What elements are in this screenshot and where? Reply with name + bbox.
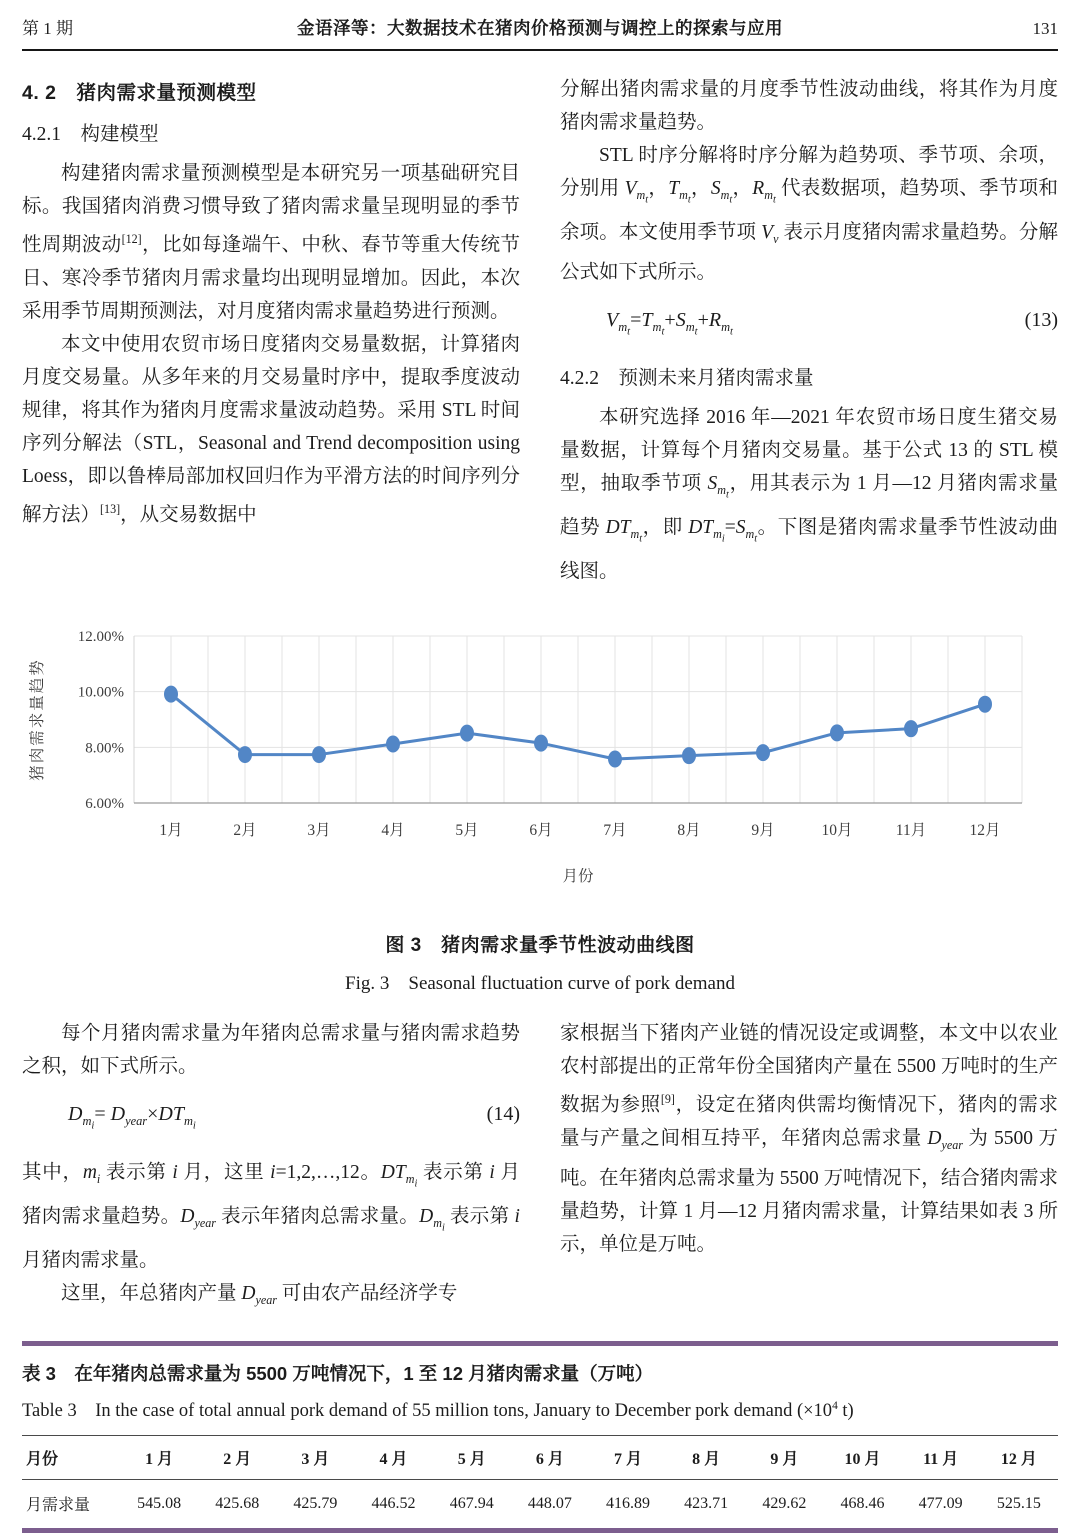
- data-point-marker: [830, 725, 844, 742]
- column-header-cell: 月份: [26, 1451, 59, 1469]
- paragraph: STL 时序分解将时序分解为趋势项、季节项、余项，分别用 $V_{m_t}$，$T_{m_t}$，$S_{m_t}$，$R_{m_t}$ 代表数据项，趋势项、季节项和余项。本文使用季节项 $V_v$ 表示月度猪肉需求量趋势。分解公式如下式所示。: [560, 145, 1058, 284]
- running-title: 金语泽等：大数据技术在猪肉价格预测与调控上的探索与应用: [297, 18, 783, 38]
- month-header-cell: 10 月: [844, 1451, 881, 1469]
- issue-label: 第 1 期: [22, 19, 73, 38]
- demand-value-cell: 425.79: [293, 1494, 338, 1512]
- data-point-marker: [534, 735, 548, 752]
- paragraph: 其中，$m_i$ 表示第 i 月，这里 i=1,2,…,12。$DT_{m_i}$ 表示第 i 月猪肉需求量趋势。$D_{year}$ 表示年猪肉总需求量。$D_{m_i}$ 表示第 i 月猪肉需求量。: [22, 1161, 520, 1272]
- row-label-cell: 月需求量: [26, 1497, 91, 1515]
- month-header-cell: 8 月: [692, 1451, 721, 1469]
- demand-value-cell: 429.62: [762, 1494, 807, 1512]
- paragraph: 本研究选择 2016 年—2021 年农贸市场日度生猪交易量数据，计算每个月猪肉交易量。基于公式 13 的 STL 模型，抽取季节项 $S_{m_t}$，用其表示为 1 月—12 月猪肉需求量趋势 $DT_{m_t}$，即 $DT_{m_i}=S_{m_t}$。下图是猪肉需求量季节性波动曲线图。: [560, 406, 1058, 583]
- paragraph: 家根据当下猪肉产业链的情况设定或调整，本文中以农业农村部提出的正常年份全国猪肉产量在 5500 万吨时的生产数据为参照[9]，设定在猪肉供需均衡情况下，猪肉的需求量与产量之间相互持平，年猪肉总需求量 $D_{year}$ 为 5500 万吨。在年猪肉总需求量为 5500 万吨情况下，结合猪肉需求量趋势，计算 1 月—12 月猪肉需求量，计算结果如表 3 所示，单位是万吨。: [560, 1023, 1058, 1255]
- y-axis-tick-label: 10.00%: [77, 684, 124, 701]
- demand-value-cell: 467.94: [449, 1494, 494, 1512]
- month-header-cell: 2 月: [223, 1451, 252, 1469]
- equation-13-body: $V_{m_t}=T_{m_t}+S_{m_t}+R_{m_t}$: [606, 309, 733, 338]
- section-4-2-heading: 4. 2 猪肉需求量预测模型: [22, 82, 257, 104]
- x-axis-tick-label: 2月: [233, 822, 257, 840]
- demand-value-cell: 545.08: [137, 1494, 182, 1512]
- paragraph: 构建猪肉需求量预测模型是本研究另一项基础研究目标。我国猪肉消费习惯导致了猪肉需求量呈现明显的季节性周期波动[12]，比如每逢端午、中秋、春节等重大传统节日、寒冷季节猪肉月需求量均出现明显增加。因此，本次采用季节周期预测法，对月度猪肉需求量趋势进行预测。: [22, 163, 520, 322]
- figure-caption-cn: 图 3 猪肉需求量季节性波动曲线图: [385, 935, 695, 957]
- chart-canvas: [22, 612, 1058, 912]
- data-point-marker: [460, 725, 474, 742]
- x-axis-tick-label: 3月: [307, 822, 331, 840]
- month-header-cell: 3 月: [301, 1451, 330, 1469]
- equation-14-number: (14): [486, 1103, 520, 1126]
- x-axis-tick-label: 8月: [677, 822, 701, 840]
- demand-value-cell: 423.71: [684, 1494, 729, 1512]
- x-axis-tick-label: 5月: [455, 822, 479, 840]
- left-column: [22, 73, 520, 588]
- month-header-cell: 5 月: [457, 1451, 486, 1469]
- seasonal-curve-chart: [22, 612, 1058, 912]
- month-header-cell: 9 月: [770, 1451, 799, 1469]
- paragraph: 本文中使用农贸市场日度猪肉交易量数据，计算猪肉月度交易量。从多年来的月交易量时序中，提取季度波动规律，将其作为猪肉月度需求量波动趋势。采用 STL 时间序列分解法（STL，Seasonal and Trend decomposition using Loess，即以鲁棒局部加权回归作为平滑方法的时间序列分解方法）[13]，从交易数据中: [22, 333, 520, 525]
- month-header-cell: 4 月: [379, 1451, 408, 1469]
- paragraph: 这里，年总猪肉产量 $D_{year}$ 可由农产品经济学专: [61, 1283, 458, 1308]
- data-point-marker: [312, 746, 326, 763]
- month-header-cell: 6 月: [535, 1451, 564, 1469]
- y-axis-tick-label: 6.00%: [85, 796, 124, 813]
- data-point-marker: [386, 736, 400, 753]
- month-header-cell: 12 月: [1000, 1451, 1037, 1469]
- x-axis-tick-label: 10月: [821, 822, 853, 840]
- data-point-marker: [238, 746, 252, 763]
- demand-value-cell: 416.89: [606, 1494, 651, 1512]
- equation-14: [22, 1098, 520, 1142]
- x-axis-tick-label: 9月: [751, 822, 775, 840]
- x-axis-tick-label: 12月: [969, 822, 1001, 840]
- equation-13-number: (13): [1024, 309, 1058, 332]
- x-axis-tick-label: 7月: [603, 822, 627, 840]
- right-column: [560, 73, 1058, 588]
- y-axis-tick-label: 12.00%: [77, 629, 124, 646]
- demand-table-data-row: [22, 1480, 1058, 1529]
- paragraph: 分解出猪肉需求量的月度季节性波动曲线，将其作为月度猪肉需求量趋势。: [560, 79, 1058, 133]
- equation-14-body: $D_{m_i}= D_{year}\times DT_{m_i}$: [68, 1103, 196, 1132]
- right-column: [560, 1017, 1058, 1317]
- demand-value-cell: 448.07: [527, 1494, 572, 1512]
- section-4-2-2-heading: 4.2.2 预测未来月猪肉需求量: [560, 367, 814, 389]
- demand-value-cell: 468.46: [840, 1494, 885, 1512]
- demand-value-cell: 446.52: [371, 1494, 416, 1512]
- lower-columns: [22, 1017, 1058, 1317]
- demand-value-cell: 477.09: [918, 1494, 963, 1512]
- table-title-en: Table 3 In the case of total annual pork demand of 55 million tons, January to December pork demand ($\times 10^4$ t): [22, 1400, 854, 1422]
- data-point-marker: [608, 751, 622, 768]
- demand-value-cell: 425.68: [215, 1494, 260, 1512]
- paragraph: 每个月猪肉需求量为年猪肉总需求量与猪肉需求趋势之积，如下式所示。: [22, 1023, 520, 1078]
- figure-captions: [22, 930, 1058, 995]
- month-header-cell: 11 月: [923, 1451, 959, 1469]
- section-4-2-1-heading: 4.2.1 构建模型: [22, 124, 159, 145]
- data-point-marker: [756, 744, 770, 761]
- y-axis-title: 猪肉需求量趋势: [29, 658, 46, 782]
- running-header: [22, 8, 1058, 51]
- data-point-marker: [682, 747, 696, 764]
- figure-caption-en: Fig. 3 Seasonal fluctuation curve of pork demand: [345, 973, 735, 995]
- x-axis-tick-label: 6月: [529, 822, 553, 840]
- x-axis-tick-label: 1月: [159, 822, 183, 840]
- x-axis-tick-label: 4月: [381, 822, 405, 840]
- table-3-block: [22, 1341, 1058, 1533]
- demand-value-cell: 525.15: [996, 1494, 1041, 1512]
- page-number: 131: [1032, 19, 1058, 38]
- left-column: [22, 1017, 520, 1317]
- month-header-cell: 7 月: [614, 1451, 643, 1469]
- demand-table-header-row: [22, 1436, 1058, 1480]
- table-title-cn: 表 3 在年猪肉总需求量为 5500 万吨情况下，1 至 12 月猪肉需求量（万吨）: [22, 1363, 654, 1385]
- equation-13: [560, 304, 1058, 348]
- month-header-cell: 1 月: [145, 1451, 174, 1469]
- upper-columns: [22, 73, 1058, 588]
- data-point-marker: [978, 696, 992, 713]
- y-axis-tick-label: 8.00%: [85, 740, 124, 757]
- data-point-marker: [904, 720, 918, 737]
- x-axis-tick-label: 11月: [895, 822, 927, 840]
- x-axis-title: 月份: [562, 868, 594, 886]
- monthly-demand-table: [22, 1435, 1058, 1528]
- data-point-marker: [164, 686, 178, 703]
